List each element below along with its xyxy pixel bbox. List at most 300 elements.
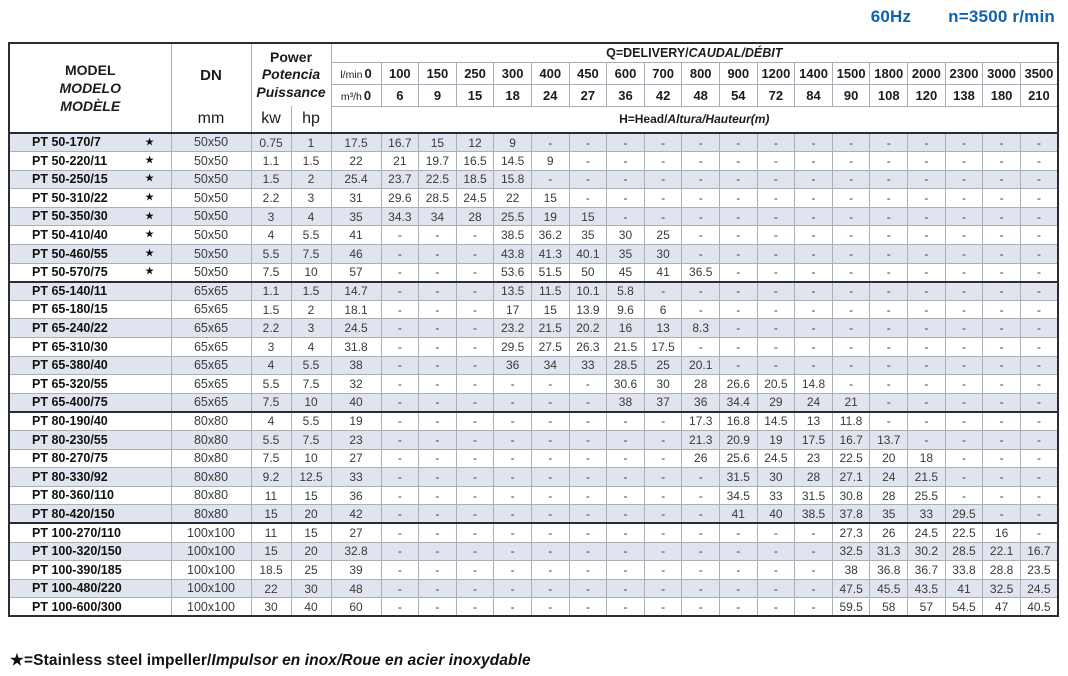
head-value-cell: 46 — [331, 245, 381, 264]
head-value-cell: 16.7 — [381, 133, 419, 152]
flow-m3h-value: 180 — [983, 84, 1021, 106]
head-value-cell: - — [381, 579, 419, 598]
flow-lmin-value: 1400 — [795, 62, 833, 84]
pump-row — [9, 393, 1058, 412]
head-value-cell: - — [832, 319, 870, 338]
kw-value: 15 — [251, 505, 291, 524]
head-value-cell: - — [983, 300, 1021, 319]
head-value-cell: - — [381, 338, 419, 357]
head-value-cell: - — [983, 375, 1021, 394]
head-value-cell: - — [832, 263, 870, 282]
head-value-cell: - — [644, 598, 682, 617]
pump-row — [9, 356, 1058, 375]
head-value-cell: - — [682, 505, 720, 524]
kw-value: 5.5 — [251, 375, 291, 394]
head-value-cell: - — [682, 561, 720, 580]
hp-value: 3 — [291, 319, 331, 338]
head-value-cell: - — [644, 170, 682, 189]
head-value-cell: - — [908, 245, 946, 264]
head-value-cell: - — [720, 133, 758, 152]
stainless-star-icon: ★ — [144, 136, 155, 149]
head-value-cell: 23.5 — [1020, 561, 1058, 580]
head-value-cell: 27 — [331, 523, 381, 542]
dn-value: 100x100 — [171, 579, 251, 598]
stainless-steel-footnote — [10, 651, 531, 670]
flow-m3h-value: 15 — [456, 84, 494, 106]
flow-lmin-value: 2000 — [908, 62, 946, 84]
hp-value: 4 — [291, 338, 331, 357]
kw-value: 4 — [251, 356, 291, 375]
head-value-cell: 30.6 — [607, 375, 645, 394]
flow-lmin-value: 2300 — [945, 62, 983, 84]
model-name: PT 100-600/300 — [32, 599, 122, 614]
head-value-cell: - — [644, 431, 682, 450]
head-value-cell: - — [795, 523, 833, 542]
flow-m3h-value: 18 — [494, 84, 532, 106]
head-value-cell: - — [795, 170, 833, 189]
hp-value: 1 — [291, 133, 331, 152]
head-value-cell: - — [419, 579, 457, 598]
model-name: PT 50-410/40 — [32, 228, 108, 243]
model-cell — [9, 505, 171, 524]
head-value-cell: - — [456, 356, 494, 375]
head-value-cell: - — [945, 449, 983, 468]
head-value-cell: - — [757, 263, 795, 282]
head-value-cell: - — [682, 152, 720, 171]
model-cell — [9, 598, 171, 617]
head-value-cell: - — [419, 226, 457, 245]
head-value-cell: - — [456, 393, 494, 412]
head-value-cell: - — [419, 542, 457, 561]
head-value-cell: - — [720, 319, 758, 338]
head-value-cell: 19 — [331, 412, 381, 431]
head-value-cell: - — [682, 189, 720, 208]
head-value-cell: 12 — [456, 133, 494, 152]
head-value-cell: - — [494, 598, 532, 617]
power-column-header — [251, 43, 331, 106]
model-name: PT 65-380/40 — [32, 358, 108, 373]
pump-row — [9, 561, 1058, 580]
head-value-cell: - — [945, 356, 983, 375]
head-value-cell: - — [569, 579, 607, 598]
head-value-cell: 24.5 — [456, 189, 494, 208]
head-value-cell: - — [832, 300, 870, 319]
head-value-cell: - — [908, 375, 946, 394]
dn-value: 80x80 — [171, 505, 251, 524]
head-value-cell: - — [1020, 300, 1058, 319]
model-cell — [9, 412, 171, 431]
head-value-cell: - — [983, 263, 1021, 282]
head-value-cell: - — [1020, 523, 1058, 542]
head-value-cell: - — [381, 300, 419, 319]
kw-value: 22 — [251, 579, 291, 598]
head-value-cell: 39 — [331, 561, 381, 580]
kw-value: 1.5 — [251, 170, 291, 189]
head-value-cell: - — [908, 226, 946, 245]
head-value-cell: - — [870, 412, 908, 431]
dn-value: 80x80 — [171, 431, 251, 450]
head-value-cell: - — [494, 468, 532, 487]
head-value-cell: 21.3 — [682, 431, 720, 450]
power-label-fr: Puissance — [256, 83, 326, 100]
delivery-title-en: Q=DELIVERY/ — [606, 45, 689, 60]
pump-row — [9, 431, 1058, 450]
flow-lmin-value: 1500 — [832, 62, 870, 84]
head-value-cell: - — [1020, 468, 1058, 487]
kw-value: 3 — [251, 338, 291, 357]
head-value-cell: - — [381, 523, 419, 542]
head-value-cell: - — [644, 133, 682, 152]
head-value-cell: - — [908, 189, 946, 208]
flow-m3h-value: 138 — [945, 84, 983, 106]
head-value-cell: 35 — [870, 505, 908, 524]
flow-lmin-value: 1800 — [870, 62, 908, 84]
pump-row — [9, 486, 1058, 505]
head-value-cell: - — [870, 152, 908, 171]
head-value-cell: - — [945, 207, 983, 226]
pump-row — [9, 189, 1058, 208]
head-value-cell: - — [757, 561, 795, 580]
head-value-cell: 13.7 — [870, 431, 908, 450]
dn-value: 80x80 — [171, 449, 251, 468]
flow-lmin-value: 3000 — [983, 62, 1021, 84]
hp-value: 5.5 — [291, 356, 331, 375]
power-unit-hp: hp — [291, 106, 331, 133]
head-value-cell: - — [682, 523, 720, 542]
head-value-cell: - — [908, 133, 946, 152]
head-value-cell: - — [908, 412, 946, 431]
head-value-cell: - — [644, 189, 682, 208]
head-value-cell: - — [908, 300, 946, 319]
lmin-zero-value: 0 — [364, 65, 372, 81]
head-value-cell: 34.4 — [720, 393, 758, 412]
head-value-cell: 14.5 — [494, 152, 532, 171]
head-value-cell: 33 — [569, 356, 607, 375]
head-value-cell: - — [419, 393, 457, 412]
flow-lmin-value: 1200 — [757, 62, 795, 84]
head-value-cell: 33 — [331, 468, 381, 487]
hp-value: 20 — [291, 542, 331, 561]
head-value-cell: - — [456, 449, 494, 468]
head-value-cell: 51.5 — [531, 263, 569, 282]
flow-m3h-value: 6 — [381, 84, 419, 106]
head-value-cell: - — [531, 170, 569, 189]
stainless-star-icon: ★ — [144, 265, 155, 278]
hp-value: 12.5 — [291, 468, 331, 487]
head-value-cell: 16.5 — [456, 152, 494, 171]
head-value-cell: - — [569, 468, 607, 487]
flow-m3h-value: 36 — [607, 84, 645, 106]
head-value-cell: 9 — [494, 133, 532, 152]
kw-value: 15 — [251, 542, 291, 561]
head-value-cell: - — [945, 338, 983, 357]
head-value-cell: - — [1020, 375, 1058, 394]
head-value-cell: - — [607, 579, 645, 598]
head-value-cell: - — [908, 263, 946, 282]
hp-value: 1.5 — [291, 282, 331, 301]
flow-m3h-value: 90 — [832, 84, 870, 106]
dn-value: 50x50 — [171, 189, 251, 208]
head-value-cell: - — [419, 561, 457, 580]
head-value-cell: - — [456, 245, 494, 264]
head-value-cell: 29 — [757, 393, 795, 412]
pump-row — [9, 523, 1058, 542]
head-value-cell: 9 — [531, 152, 569, 171]
head-value-cell: - — [381, 263, 419, 282]
head-value-cell: - — [607, 505, 645, 524]
head-value-cell: - — [419, 319, 457, 338]
head-value-cell: - — [983, 170, 1021, 189]
head-value-cell: - — [494, 523, 532, 542]
dn-value: 50x50 — [171, 133, 251, 152]
hp-value: 2 — [291, 170, 331, 189]
head-value-cell: 24 — [795, 393, 833, 412]
head-value-cell: 22 — [494, 189, 532, 208]
head-value-cell: - — [607, 561, 645, 580]
head-value-cell: - — [1020, 170, 1058, 189]
head-value-cell: - — [757, 245, 795, 264]
head-value-cell: 47.5 — [832, 579, 870, 598]
hp-value: 7.5 — [291, 431, 331, 450]
head-value-cell: 23.2 — [494, 319, 532, 338]
kw-value: 5.5 — [251, 431, 291, 450]
pump-row — [9, 412, 1058, 431]
model-cell — [9, 245, 171, 264]
kw-value: 11 — [251, 523, 291, 542]
flow-m3h-value: 48 — [682, 84, 720, 106]
flow-m3h-value: 9 — [419, 84, 457, 106]
head-value-cell: - — [456, 523, 494, 542]
head-value-cell: - — [1020, 338, 1058, 357]
hp-value: 3 — [291, 189, 331, 208]
head-value-cell: - — [607, 152, 645, 171]
head-value-cell: 18.1 — [331, 300, 381, 319]
head-value-cell: 27.1 — [832, 468, 870, 487]
delivery-title — [331, 43, 1058, 62]
head-value-cell: 22 — [331, 152, 381, 171]
head-value-cell: - — [945, 152, 983, 171]
head-value-cell: - — [757, 356, 795, 375]
model-cell — [9, 170, 171, 189]
hp-value: 30 — [291, 579, 331, 598]
model-cell — [9, 579, 171, 598]
model-name: PT 50-570/75 — [32, 264, 108, 279]
flow-lmin-value: 3500 — [1020, 62, 1058, 84]
pump-row — [9, 449, 1058, 468]
head-value-cell: - — [720, 282, 758, 301]
head-value-cell: - — [983, 133, 1021, 152]
head-value-cell: - — [531, 505, 569, 524]
head-value-cell: - — [720, 561, 758, 580]
head-value-cell: - — [682, 170, 720, 189]
model-cell — [9, 468, 171, 487]
head-value-cell: - — [945, 431, 983, 450]
head-value-cell: - — [795, 226, 833, 245]
head-value-cell: - — [983, 282, 1021, 301]
model-cell — [9, 561, 171, 580]
pump-row — [9, 319, 1058, 338]
flow-m3h-value: 108 — [870, 84, 908, 106]
head-value-cell: - — [569, 393, 607, 412]
head-value-cell: - — [983, 412, 1021, 431]
head-value-cell: 34 — [531, 356, 569, 375]
head-value-cell: - — [381, 245, 419, 264]
dn-value: 65x65 — [171, 338, 251, 357]
head-value-cell: 25 — [644, 356, 682, 375]
head-value-cell: - — [531, 579, 569, 598]
head-value-cell: 48 — [331, 579, 381, 598]
head-value-cell: - — [419, 375, 457, 394]
head-value-cell: 27 — [331, 449, 381, 468]
head-value-cell: - — [644, 207, 682, 226]
head-value-cell: - — [381, 356, 419, 375]
pump-specification-table — [8, 42, 1059, 617]
head-value-cell: 13 — [795, 412, 833, 431]
head-value-cell: - — [531, 486, 569, 505]
head-value-cell: - — [531, 412, 569, 431]
model-name: PT 65-310/30 — [32, 339, 108, 354]
head-value-cell: - — [757, 170, 795, 189]
head-value-cell: - — [757, 207, 795, 226]
head-value-cell: - — [682, 207, 720, 226]
head-value-cell: 38.5 — [795, 505, 833, 524]
head-value-cell: - — [983, 189, 1021, 208]
head-value-cell: 22.5 — [419, 170, 457, 189]
head-value-cell: - — [682, 468, 720, 487]
dn-value: 65x65 — [171, 375, 251, 394]
head-value-cell: 15 — [531, 189, 569, 208]
head-value-cell: 22.5 — [832, 449, 870, 468]
kw-value: 1.1 — [251, 152, 291, 171]
head-value-cell: - — [720, 263, 758, 282]
head-value-cell: 13.9 — [569, 300, 607, 319]
head-value-cell: 38 — [832, 561, 870, 580]
pump-row — [9, 338, 1058, 357]
head-value-cell: 38 — [607, 393, 645, 412]
head-value-cell: - — [908, 431, 946, 450]
head-value-cell: - — [908, 356, 946, 375]
head-value-cell: - — [456, 561, 494, 580]
head-value-cell: - — [832, 189, 870, 208]
head-value-cell: - — [494, 393, 532, 412]
model-cell — [9, 523, 171, 542]
head-value-cell: - — [456, 375, 494, 394]
head-value-cell: 23.7 — [381, 170, 419, 189]
head-value-cell: - — [419, 245, 457, 264]
head-value-cell: 31 — [331, 189, 381, 208]
stainless-star-icon: ★ — [144, 172, 155, 185]
head-value-cell: 57 — [331, 263, 381, 282]
dn-value: 100x100 — [171, 561, 251, 580]
head-value-cell: - — [795, 561, 833, 580]
head-value-cell: 45 — [607, 263, 645, 282]
model-cell — [9, 319, 171, 338]
head-value-cell: - — [569, 133, 607, 152]
head-value-cell: - — [569, 152, 607, 171]
head-value-cell: - — [494, 375, 532, 394]
head-value-cell: 25 — [644, 226, 682, 245]
head-value-cell: - — [456, 263, 494, 282]
head-value-cell: - — [757, 579, 795, 598]
head-value-cell: 30 — [644, 375, 682, 394]
model-name: PT 100-320/150 — [32, 544, 122, 559]
m3h-zero-value: 0 — [363, 87, 372, 103]
head-value-cell: 36 — [331, 486, 381, 505]
head-value-cell: - — [983, 393, 1021, 412]
head-value-cell: - — [720, 523, 758, 542]
head-value-cell: 20.2 — [569, 319, 607, 338]
head-value-cell: - — [682, 338, 720, 357]
head-value-cell: - — [945, 263, 983, 282]
head-value-cell: 35 — [607, 245, 645, 264]
head-value-cell: - — [494, 579, 532, 598]
hp-value: 7.5 — [291, 375, 331, 394]
head-value-cell: 23 — [795, 449, 833, 468]
kw-value: 18.5 — [251, 561, 291, 580]
stainless-star-icon: ★ — [144, 228, 155, 241]
head-value-cell: 41 — [644, 263, 682, 282]
head-value-cell: - — [456, 300, 494, 319]
head-value-cell: - — [795, 598, 833, 617]
head-value-cell: 25.5 — [494, 207, 532, 226]
hp-value: 10 — [291, 263, 331, 282]
head-value-cell: - — [456, 226, 494, 245]
kw-value: 4 — [251, 412, 291, 431]
dn-value: 65x65 — [171, 300, 251, 319]
head-value-cell: - — [381, 319, 419, 338]
head-value-cell: - — [682, 282, 720, 301]
head-value-cell: - — [569, 189, 607, 208]
head-value-cell: - — [795, 282, 833, 301]
head-value-cell: 13 — [644, 319, 682, 338]
head-value-cell: 38.5 — [494, 226, 532, 245]
head-value-cell: - — [757, 282, 795, 301]
flow-m3h-value: 210 — [1020, 84, 1058, 106]
head-value-cell: 30.8 — [832, 486, 870, 505]
head-value-cell: - — [870, 189, 908, 208]
head-value-cell: 17 — [494, 300, 532, 319]
head-value-cell: - — [983, 468, 1021, 487]
head-value-cell: - — [381, 486, 419, 505]
head-value-cell: - — [795, 189, 833, 208]
head-value-cell: 22.5 — [945, 523, 983, 542]
dn-value: 50x50 — [171, 263, 251, 282]
head-value-cell: 17.5 — [795, 431, 833, 450]
model-name: PT 80-360/110 — [32, 488, 115, 503]
head-value-cell: 25.5 — [908, 486, 946, 505]
model-name: PT 65-320/55 — [32, 376, 108, 391]
head-value-cell: 15 — [419, 133, 457, 152]
head-value-cell: - — [832, 226, 870, 245]
head-value-cell: 41 — [331, 226, 381, 245]
head-value-cell: - — [456, 319, 494, 338]
head-value-cell: - — [569, 431, 607, 450]
head-value-cell: 21.5 — [908, 468, 946, 487]
head-value-cell: - — [720, 152, 758, 171]
table-body — [9, 133, 1058, 616]
power-unit-kw: kw — [251, 106, 291, 133]
flow-lmin-value: 150 — [419, 62, 457, 84]
head-value-cell: - — [456, 431, 494, 450]
head-value-cell: - — [419, 356, 457, 375]
hp-value: 5.5 — [291, 226, 331, 245]
head-value-cell: 32.8 — [331, 542, 381, 561]
head-value-cell: - — [795, 263, 833, 282]
head-value-cell: - — [381, 412, 419, 431]
head-value-cell: 53.6 — [494, 263, 532, 282]
head-value-cell: - — [983, 449, 1021, 468]
model-name: PT 100-480/220 — [32, 581, 122, 596]
